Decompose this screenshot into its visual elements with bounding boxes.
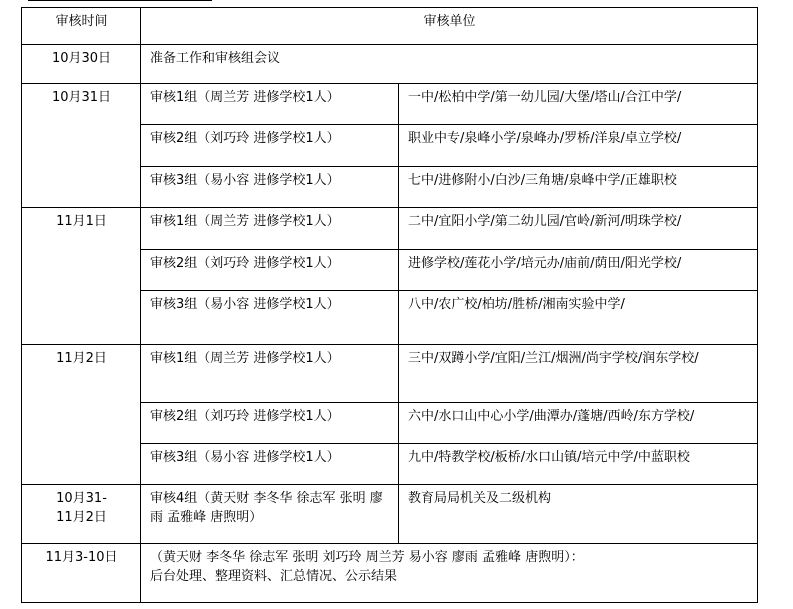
group4-row (22, 485, 758, 544)
audit-schedule-table (21, 7, 758, 603)
group4-date-line2: 11月2日 (56, 510, 107, 525)
table-row (22, 345, 758, 403)
group-cell: 审核3组（易小容 进修学校1人） (141, 444, 399, 485)
group-cell: 审核2组（刘巧玲 进修学校1人） (141, 403, 399, 444)
group-cell: 审核1组（周兰芳 进修学校1人） (141, 84, 399, 125)
units-cell: 职业中专/泉峰小学/泉峰办/罗桥/洋泉/卓立学校/ (399, 125, 758, 167)
header-row (22, 8, 758, 45)
group4-units: 教育局局机关及二级机构 (399, 485, 758, 544)
group-cell: 审核3组（易小容 进修学校1人） (141, 291, 399, 345)
group-cell: 审核3组（易小容 进修学校1人） (141, 167, 399, 208)
final-row (22, 544, 758, 603)
units-cell: 六中/水口山中心小学/曲潭办/蓬塘/西岭/东方学校/ (399, 403, 758, 444)
units-cell: 九中/特教学校/板桥/水口山镇/培元中学/中蓝职校 (399, 444, 758, 485)
header-time: 审核时间 (22, 8, 141, 45)
group-cell: 审核1组（周兰芳 进修学校1人） (141, 345, 399, 403)
day-date: 11月1日 (22, 208, 141, 345)
units-cell: 七中/进修附小/白沙/三角塘/泉峰中学/正雄职校 (399, 167, 758, 208)
group4-date-line1: 10月31- (56, 491, 107, 506)
final-members: （黄天财 李冬华 徐志军 张明 刘巧玲 周兰芳 易小容 廖雨 孟雅峰 唐煦明）： (150, 550, 584, 565)
units-cell: 一中/松柏中学/第一幼儿园/大堡/塔山/合江中学/ (399, 84, 758, 125)
units-cell: 三中/双蹲小学/宜阳/兰江/烟洲/尚宇学校/润东学校/ (399, 345, 758, 403)
header-unit: 审核单位 (141, 8, 758, 45)
group4-members: 审核4组（黄天财 李冬华 徐志军 张明 廖雨 孟雅峰 唐煦明） (141, 485, 399, 544)
units-cell: 八中/农广校/柏坊/胜桥/湘南实验中学/ (399, 291, 758, 345)
group-cell: 审核1组（周兰芳 进修学校1人） (141, 208, 399, 250)
group-cell: 审核2组（刘巧玲 进修学校1人） (141, 250, 399, 291)
units-cell: 二中/宜阳小学/第二幼儿园/官岭/新河/明珠学校/ (399, 208, 758, 250)
top-rule (28, 0, 212, 1)
day-date: 11月2日 (22, 345, 141, 485)
final-tasks: 后台处理、整理资料、汇总情况、公示结果 (150, 569, 398, 584)
group-cell: 审核2组（刘巧玲 进修学校1人） (141, 125, 399, 167)
table-row (22, 84, 758, 125)
table-row (22, 208, 758, 250)
group4-date (22, 485, 141, 544)
day-date: 10月31日 (22, 84, 141, 208)
prep-date: 10月30日 (22, 45, 141, 84)
final-text (141, 544, 758, 603)
prep-row (22, 45, 758, 84)
units-cell: 进修学校/莲花小学/培元办/庙前/荫田/阳光学校/ (399, 250, 758, 291)
final-date: 11月3-10日 (22, 544, 141, 603)
prep-text: 准备工作和审核组会议 (141, 45, 758, 84)
